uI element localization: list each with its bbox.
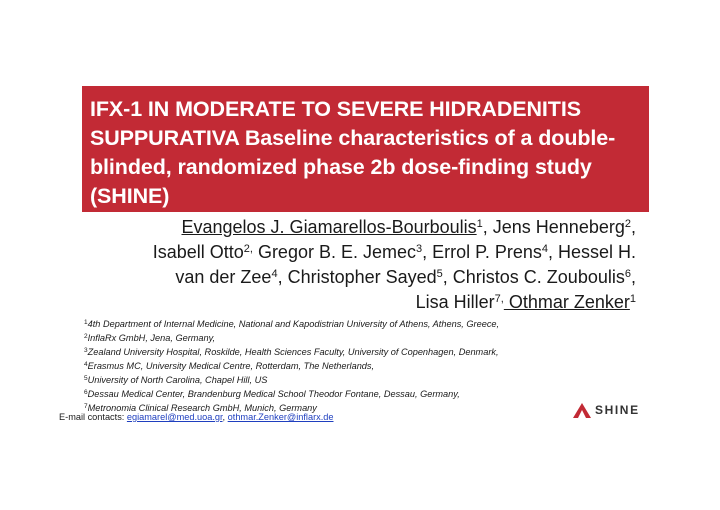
affiliation-number: 7 xyxy=(84,403,88,410)
affiliation-item xyxy=(84,317,644,331)
author-line-4 xyxy=(70,290,636,315)
author-name: , Christos C. Zouboulis xyxy=(442,267,625,287)
slide-title: IFX-1 IN MODERATE TO SEVERE HIDRADENITIS SUPPURATIVA Baseline characteristics of a double-blinded, randomized phase 2b dose-finding study (SHINE) xyxy=(90,97,616,208)
author-name: , Hessel H. xyxy=(547,242,636,262)
affiliation-item xyxy=(84,387,644,401)
affiliation-number: 5 xyxy=(84,375,88,382)
author-affil-ref: 2, xyxy=(243,243,253,255)
email-link-1[interactable]: egiamarel@med.uoa.gr xyxy=(126,412,223,422)
author-affil-ref: 4 xyxy=(541,243,548,255)
email-contacts xyxy=(59,412,334,422)
author-name: , Christopher Sayed xyxy=(277,267,437,287)
author-separator: , xyxy=(630,217,636,237)
affiliation-text: Dessau Medical Center, Brandenburg Medical School Theodor Fontane, Dessau, Germany, xyxy=(87,389,460,399)
affiliation-item xyxy=(84,359,644,373)
affiliation-number: 3 xyxy=(84,347,88,354)
author-name: Lisa Hiller xyxy=(415,292,495,312)
author-affil-ref: 1 xyxy=(476,218,483,230)
author-name: , Errol P. Prens xyxy=(422,242,542,262)
shine-logo xyxy=(573,402,640,418)
affiliation-item xyxy=(84,345,644,359)
author-name: Evangelos J. Giamarellos-Bourboulis xyxy=(181,217,477,237)
affiliation-text: University of North Carolina, Chapel Hill, US xyxy=(87,375,268,385)
affiliation-number: 2 xyxy=(84,333,88,340)
shine-triangle-logo-icon xyxy=(573,403,591,418)
email-link-2[interactable]: othmar.Zenker@inflarx.de xyxy=(227,412,334,422)
logo-text: SHINE xyxy=(595,403,640,417)
affiliation-text: 4th Department of Internal Medicine, National and Kapodistrian University of Athens, Athens, Greece, xyxy=(87,319,500,329)
author-line-3 xyxy=(70,265,636,290)
affiliation-number: 6 xyxy=(84,389,88,396)
affiliation-text: Metronomia Clinical Research GmbH, Munich, Germany xyxy=(87,403,317,413)
affiliation-item xyxy=(84,373,644,387)
author-affil-ref: 3 xyxy=(416,243,423,255)
author-name: van der Zee xyxy=(175,267,272,287)
affiliation-item xyxy=(84,331,644,345)
author-affil-ref: 2 xyxy=(624,218,631,230)
affiliation-list xyxy=(84,317,644,415)
affiliation-text: Erasmus MC, University Medical Centre, Rotterdam, The Netherlands, xyxy=(87,361,375,371)
author-affil-ref: 7, xyxy=(494,293,504,305)
author-affil-ref: 6 xyxy=(624,268,631,280)
author-affil-ref: 1 xyxy=(629,293,636,305)
author-affil-ref: 4 xyxy=(271,268,278,280)
author-name: Othmar Zenker xyxy=(503,292,630,312)
author-name: , Jens Henneberg xyxy=(482,217,625,237)
contact-separator: , xyxy=(222,412,228,422)
affiliation-text: Zealand University Hospital, Roskilde, Health Sciences Faculty, University of Copenhagen, Denmark, xyxy=(87,347,499,357)
affiliation-number: 1 xyxy=(84,319,88,326)
author-name: Isabell Otto xyxy=(152,242,244,262)
affiliation-number: 4 xyxy=(84,361,88,368)
author-line-1 xyxy=(70,215,636,240)
contact-label: E-mail contacts: xyxy=(59,412,127,422)
author-line-2 xyxy=(70,240,636,265)
author-affil-ref: 5 xyxy=(436,268,443,280)
author-list xyxy=(70,215,636,315)
title-banner xyxy=(82,86,649,212)
author-name: Gregor B. E. Jemec xyxy=(252,242,416,262)
author-separator: , xyxy=(630,267,636,287)
affiliation-text: InflaRx GmbH, Jena, Germany, xyxy=(87,333,216,343)
